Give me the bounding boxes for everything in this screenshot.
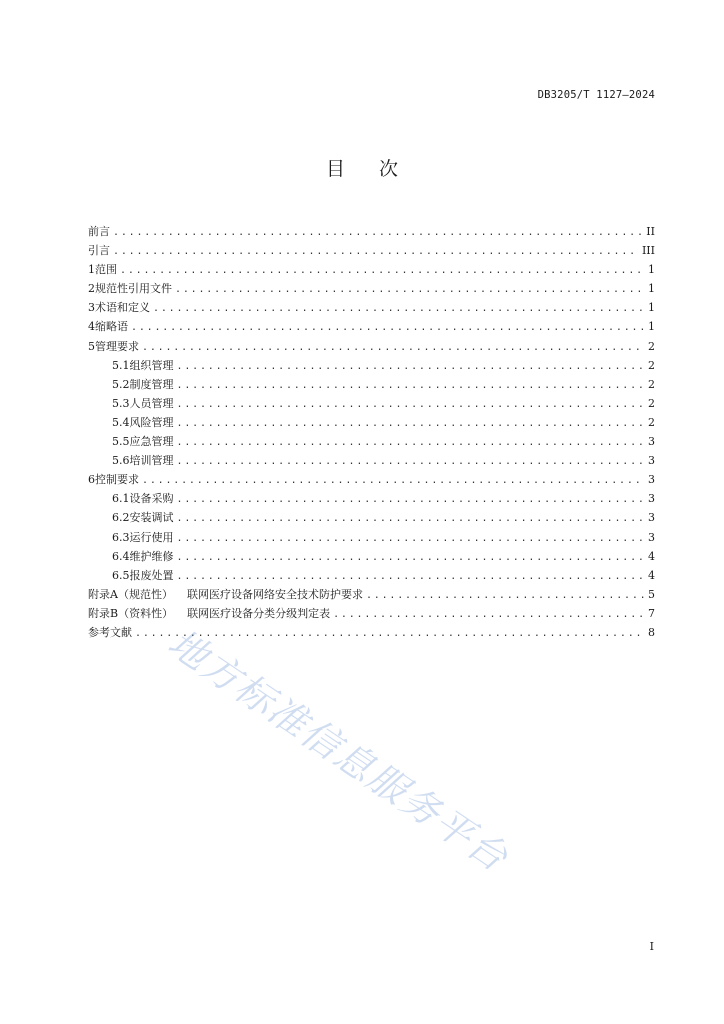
toc-entry-page: 3 — [648, 435, 655, 449]
toc-leader-dots — [113, 223, 643, 242]
toc-entry-page: 1 — [648, 320, 655, 334]
toc-entry-number: 6 — [88, 473, 95, 487]
toc-entry-label: 控制要求 — [95, 473, 139, 487]
page-title: 目次 — [325, 158, 432, 180]
toc-entry-label: 安装调试 — [129, 511, 174, 525]
toc-entry-number: 6.4 — [112, 549, 130, 563]
toc-entry-number: 5.5 — [112, 435, 130, 449]
toc-entry-page: 2 — [648, 358, 655, 372]
toc-leader-dots — [175, 280, 644, 299]
toc-leader-dots — [177, 414, 645, 433]
toc-entry[interactable] — [88, 298, 655, 317]
toc-entry-number: 1 — [88, 263, 95, 277]
toc-entry[interactable] — [88, 317, 655, 336]
toc-entry-page: 3 — [648, 511, 655, 525]
toc-entry-label: 风险管理 — [129, 415, 174, 429]
document-code: DB3205/T 1127—2024 — [537, 89, 655, 101]
toc-entry-label: 设备采购 — [129, 492, 174, 506]
toc-entry-label: 联网医疗设备网络安全技术防护要求 — [186, 587, 363, 601]
toc-entry-label: 培训管理 — [129, 454, 174, 468]
toc-entry-page: 2 — [648, 377, 655, 391]
toc-leader-dots — [142, 338, 644, 357]
toc-leader-dots — [177, 567, 645, 586]
toc-entry[interactable] — [88, 528, 655, 547]
toc-entry[interactable] — [88, 566, 655, 585]
toc-entry-number: 附录B（资料性） — [88, 606, 174, 620]
toc-entry-page: 4 — [648, 568, 655, 582]
toc-entry[interactable] — [88, 413, 655, 432]
toc-entry-page: 3 — [648, 492, 655, 506]
toc-entry-label: 前言 — [88, 225, 110, 238]
toc-leader-dots — [113, 242, 639, 261]
toc-entry-number: 5.3 — [112, 396, 130, 410]
toc-entry-label: 联网医疗设备分类分级判定表 — [187, 606, 331, 620]
toc-entry-number: 5.1 — [112, 358, 130, 372]
toc-entry[interactable] — [88, 489, 655, 508]
toc-leader-dots — [120, 261, 644, 280]
toc-entry-page: 1 — [648, 263, 655, 277]
toc-entry-page: 1 — [648, 301, 655, 315]
toc-entry-page: 7 — [648, 606, 655, 620]
toc-entry-page: 3 — [648, 454, 655, 468]
toc-entry-label: 运行使用 — [129, 530, 174, 544]
toc-entry-label: 制度管理 — [129, 377, 174, 391]
toc-entry-label: 报废处置 — [129, 568, 174, 582]
toc-leader-dots — [177, 548, 645, 567]
toc-entry[interactable] — [88, 585, 655, 604]
toc-entry[interactable] — [88, 432, 655, 451]
toc-entry-label: 管理要求 — [95, 339, 139, 353]
toc-entry-page: III — [641, 244, 655, 258]
toc-leader-dots — [153, 299, 644, 318]
toc-entry[interactable] — [88, 222, 655, 241]
toc-entry-page: II — [646, 225, 655, 238]
toc-entry-label: 参考文献 — [88, 625, 132, 639]
watermark: 地方标准信息服务平台 — [160, 620, 517, 881]
toc-entry-number: 2 — [88, 282, 95, 296]
toc-entry-label: 缩略语 — [95, 320, 128, 334]
toc-entry-label: 规范性引用文件 — [95, 282, 172, 296]
toc-entry-page: 3 — [648, 530, 655, 544]
toc-entry-page: 2 — [648, 415, 655, 429]
toc-entry-label: 引言 — [88, 244, 110, 258]
toc-entry-page: 5 — [648, 587, 655, 601]
toc-entry[interactable] — [88, 337, 655, 356]
toc-entry-label: 范围 — [95, 263, 117, 277]
toc-entry-label: 维护维修 — [129, 549, 174, 563]
toc-leader-dots — [177, 490, 645, 509]
toc-leader-dots — [131, 318, 644, 337]
toc-leader-dots — [333, 605, 644, 624]
toc-leader-dots — [177, 452, 645, 471]
toc-entry-number: 6.5 — [112, 568, 130, 582]
toc-entry-label: 术语和定义 — [95, 301, 150, 315]
toc-entry[interactable] — [88, 279, 655, 298]
toc-entry-page: 2 — [648, 339, 655, 353]
toc-leader-dots — [177, 509, 645, 528]
toc-entry[interactable] — [88, 260, 655, 279]
toc-entry[interactable] — [88, 470, 655, 489]
toc-leader-dots — [366, 586, 644, 605]
toc-entry-number: 5.6 — [112, 454, 130, 468]
toc-entry[interactable] — [88, 356, 655, 375]
toc-leader-dots — [177, 357, 645, 376]
toc-entry-label: 人员管理 — [129, 396, 174, 410]
toc-entry[interactable] — [88, 604, 655, 623]
toc-entry[interactable] — [88, 394, 655, 413]
toc-entry-number: 5.2 — [112, 377, 130, 391]
toc-entry-number: 6.2 — [112, 511, 130, 525]
toc-entry-number: 4 — [88, 320, 95, 334]
toc-leader-dots — [142, 471, 644, 490]
toc-leader-dots — [177, 395, 645, 414]
toc-entry[interactable] — [88, 375, 655, 394]
toc-entry-page: 3 — [648, 473, 655, 487]
table-of-contents — [88, 222, 655, 642]
toc-entry-page: 2 — [648, 396, 655, 410]
toc-entry-page: 1 — [648, 282, 655, 296]
toc-entry[interactable] — [88, 508, 655, 527]
toc-entry-label: 组织管理 — [129, 358, 174, 372]
toc-entry-label: 应急管理 — [129, 435, 174, 449]
toc-leader-dots — [177, 433, 645, 452]
toc-entry[interactable] — [88, 451, 655, 470]
toc-entry-number: 5.4 — [112, 415, 130, 429]
toc-entry-page: 8 — [648, 625, 655, 639]
toc-entry-number: 6.3 — [112, 530, 130, 544]
toc-entry-number: 附录A（规范性） — [88, 587, 173, 601]
toc-leader-dots — [177, 529, 645, 548]
toc-entry-number: 6.1 — [112, 492, 130, 506]
toc-entry[interactable] — [88, 241, 655, 260]
toc-entry-page: 4 — [648, 549, 655, 563]
toc-entry-number: 3 — [88, 301, 95, 315]
toc-entry[interactable] — [88, 547, 655, 566]
toc-leader-dots — [177, 376, 645, 395]
toc-entry-number: 5 — [88, 339, 95, 353]
page-number: I — [649, 940, 654, 953]
